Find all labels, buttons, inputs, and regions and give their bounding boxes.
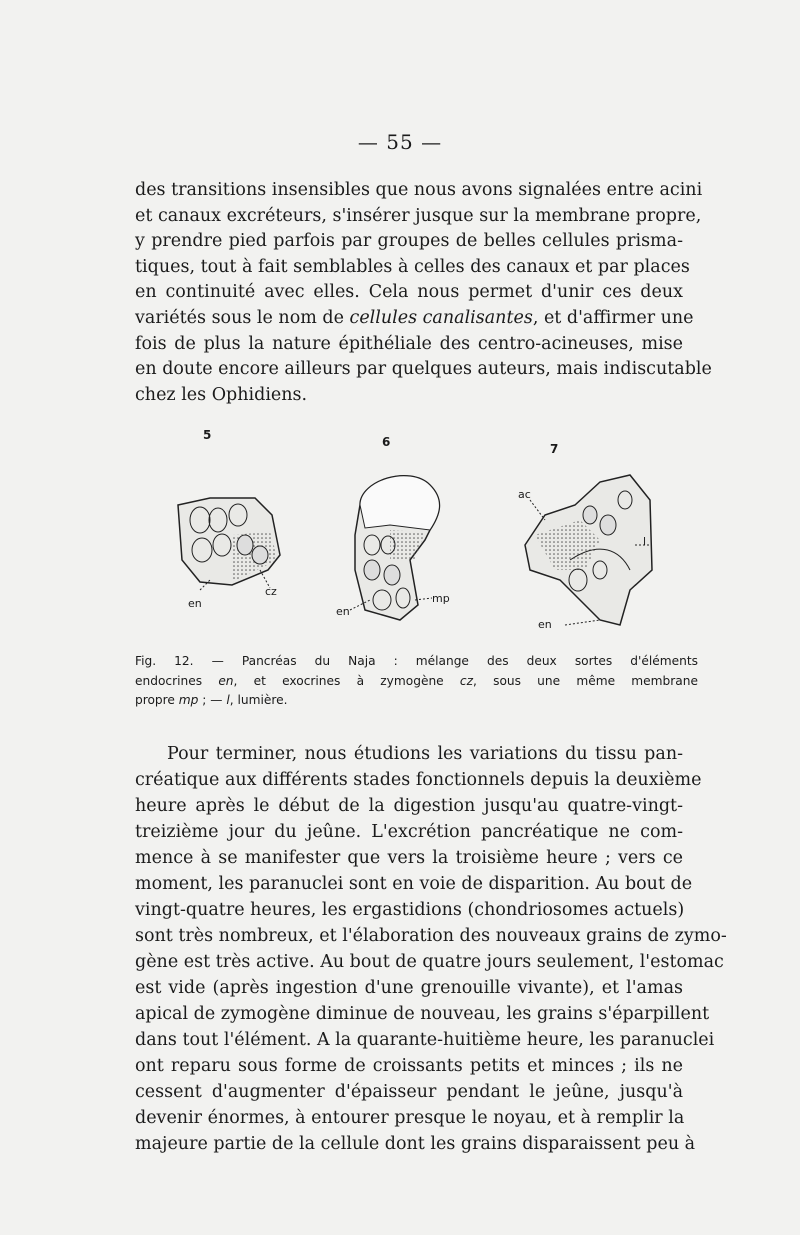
- text-line: treizième jour du jeûne. L'excrétion pancréatique ne com-: [135, 822, 683, 842]
- text-line: dans tout l'élément. A la quarante-huitième heure, les paranuclei: [135, 1030, 715, 1050]
- figure-number-5: 5: [203, 428, 212, 442]
- caption-line: Fig. 12. — Pancréas du Naja : mélange des deux sortes d'éléments: [135, 654, 698, 668]
- text-line: Pour terminer, nous étudions les variations du tissu pan-: [167, 744, 683, 764]
- drawing-6: [350, 476, 439, 620]
- text-line: fois de plus la nature épithéliale des centro-acineuses, mise: [135, 333, 683, 354]
- text-line: en continuité avec elles. Cela nous permet d'unir ces deux: [135, 282, 683, 303]
- label-en: en: [188, 597, 202, 610]
- paragraph-1: [135, 178, 712, 408]
- italic-term: cz: [459, 673, 473, 688]
- text-run: propre: [135, 693, 179, 707]
- text-line: des transitions insensibles que nous avons signalées entre acini: [135, 180, 703, 200]
- text-line: vingt-quatre heures, les ergastidions (chondriosomes actuels): [135, 900, 685, 920]
- text-line: apical de zymogène diminue de nouveau, les grains s'éparpillent: [135, 1004, 710, 1024]
- histology-drawings: [160, 420, 700, 640]
- text-run: variétés sous le nom de: [135, 307, 350, 328]
- text-line: en doute encore ailleurs par quelques auteurs, mais indiscutable: [135, 359, 712, 380]
- text-line: et canaux excréteurs, s'insérer jusque sur la membrane propre,: [135, 205, 702, 226]
- text-line: majeure partie de la cellule dont les grains disparaissent peu à: [135, 1134, 696, 1154]
- figure-number-7: 7: [550, 442, 559, 456]
- text-run: , lumière.: [229, 693, 288, 707]
- drawing-7: [525, 475, 652, 625]
- figure-12: [160, 420, 700, 640]
- caption-line: [135, 672, 698, 692]
- text-line: devenir énormes, à entourer presque le noyau, et à remplir la: [135, 1108, 685, 1128]
- label-l: l: [643, 535, 647, 548]
- italic-term: en: [218, 673, 234, 688]
- text-run: , et exocrines à zymogène: [233, 673, 460, 688]
- text-line: est vide (après ingestion d'une grenouille vivante), et l'amas: [135, 978, 683, 998]
- text-line: chez les Ophidiens.: [135, 384, 308, 405]
- italic-term: mp: [178, 693, 199, 707]
- text-line: gène est très active. Au bout de quatre jours seulement, l'estomac: [135, 952, 724, 972]
- label-ac: ac: [518, 488, 531, 501]
- text-run: endocrines: [135, 673, 219, 688]
- text-line: créatique aux différents stades fonctionnels depuis la deuxième: [135, 770, 702, 790]
- text-run: ; —: [198, 693, 227, 707]
- label-en: en: [336, 605, 350, 618]
- text-line: sont très nombreux, et l'élaboration des nouveaux grains de zymo-: [135, 926, 727, 946]
- text-line: [135, 306, 694, 332]
- text-run: , sous une même membrane: [473, 673, 698, 688]
- text-line: moment, les paranuclei sont en voie de disparition. Au bout de: [135, 874, 693, 894]
- text-line: cessent d'augmenter d'épaisseur pendant le jeûne, jusqu'à: [135, 1082, 683, 1102]
- figure-number-6: 6: [382, 435, 391, 449]
- label-mp: mp: [432, 592, 450, 605]
- label-cz: cz: [265, 585, 277, 598]
- text-line: y prendre pied parfois par groupes de belles cellules prisma-: [135, 231, 683, 252]
- text-line: tiques, tout à fait semblables à celles des canaux et par places: [135, 256, 690, 277]
- page-number: — 55 —: [357, 130, 443, 154]
- label-en: en: [538, 618, 552, 631]
- italic-term: cellules canalisantes: [349, 307, 533, 328]
- figure-caption: [135, 652, 698, 711]
- text-line: mence à se manifester que vers la troisième heure ; vers ce: [135, 848, 683, 868]
- text-run: , et d'affirmer une: [532, 307, 694, 328]
- text-line: heure après le début de la digestion jusqu'au quatre-vingt-: [135, 796, 683, 816]
- drawing-5: [178, 498, 280, 590]
- text-line: ont reparu sous forme de croissants petits et minces ; ils ne: [135, 1056, 683, 1076]
- paragraph-2: [135, 741, 727, 1157]
- caption-line: [135, 691, 698, 711]
- italic-term: l: [226, 693, 230, 707]
